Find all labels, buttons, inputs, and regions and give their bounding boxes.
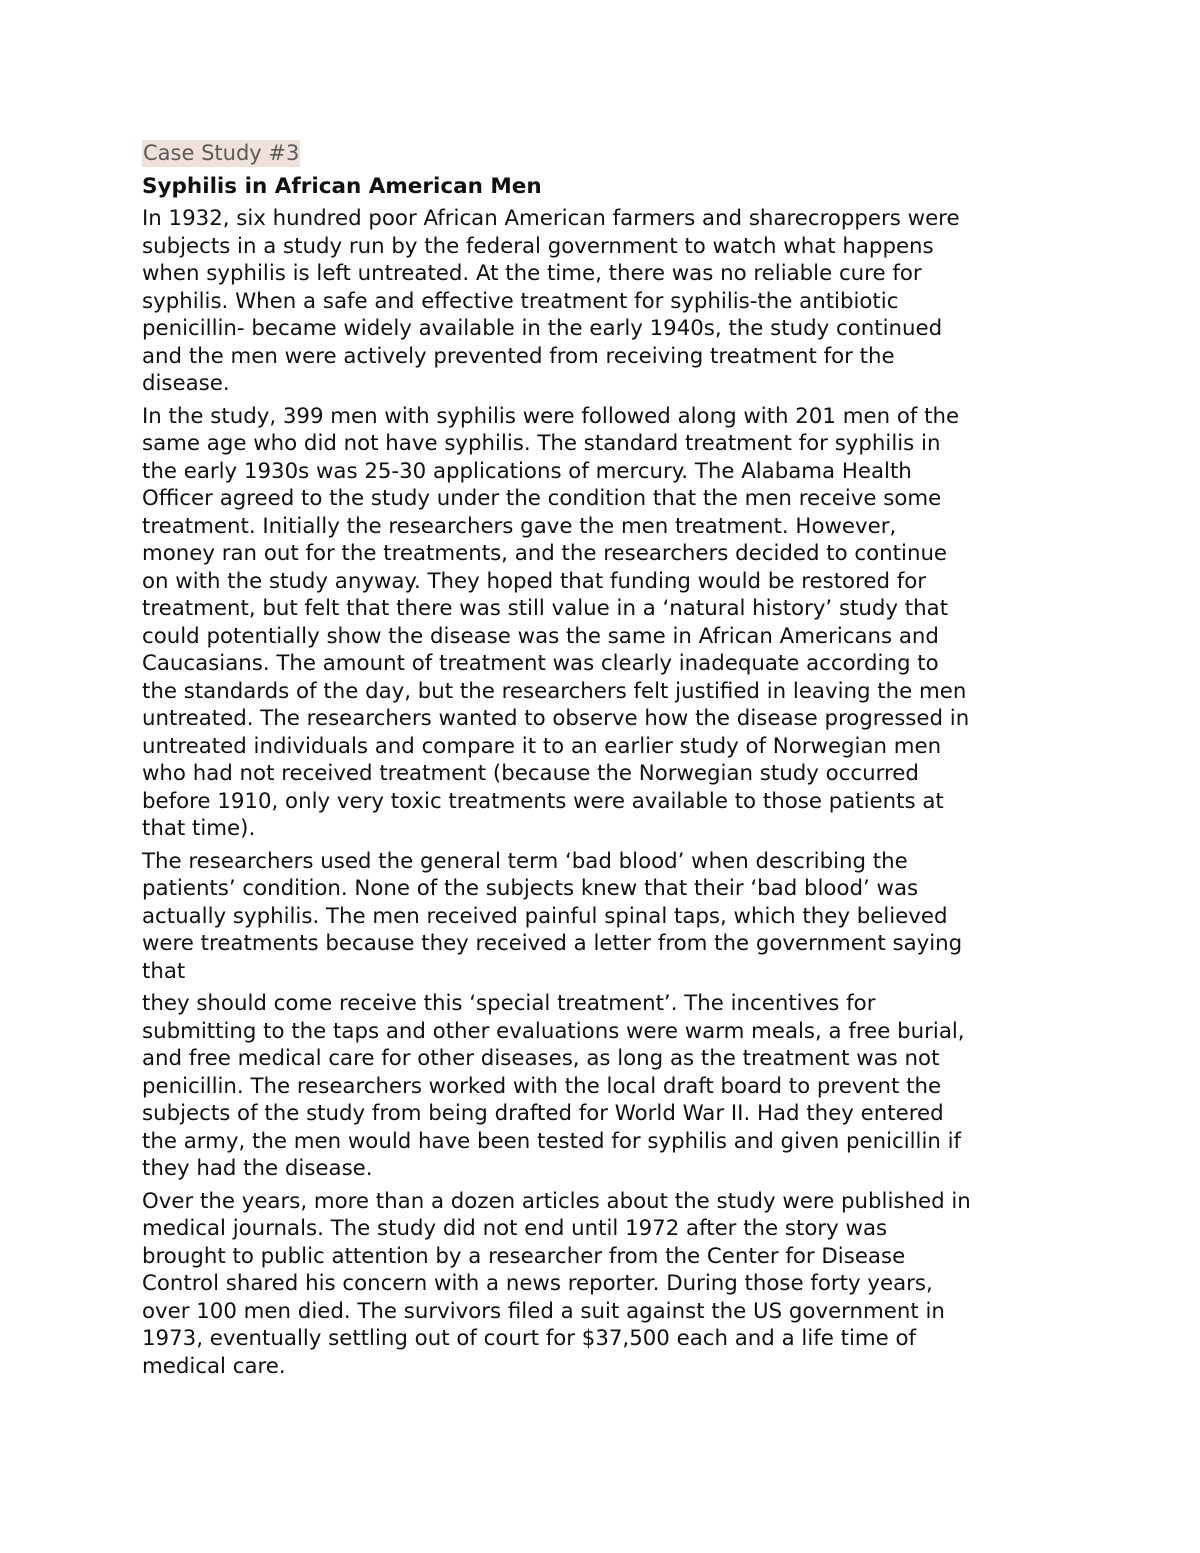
paragraph-study-details: In the study, 399 men with syphilis were followed along with 201 men of the same age who did not have syphilis. The standard treatment for syphilis in the early 1930s was 25-30 applications of mercury. The Alabama Health Officer agreed to the study under the condition that the men receive some treatment. Initially the researchers gave the men treatment. However, money ran out for the treatments, and the researchers decided to continue on with the study anyway. They hoped that funding would be restored for treatment, but felt that there was still value in a ‘natural history’ study that could potentially show the disease was the same in African Americans and Caucasians. The amount of treatment was clearly inadequate according to the standards of the day, but the researchers felt justified in leaving the men untreated. The researchers wanted to observe how the disease progressed in untreated individuals and compare it to an earlier study of Norwegian men who had not received treatment (because the Norwegian study occurred before 1910, only very toxic treatments were available to those patients at that time). bbox=[142, 403, 970, 841]
paragraph-incentives: they should come receive this ‘special treatment’. The incentives for submitting to the taps and other evaluations were warm meals, a free burial, and free medical care for other diseases, as long as the treatment was not penicillin. The researchers worked with the local draft board to prevent the subjects of the study from being drafted for World War II. Had they entered the army, the men would have been tested for syphilis and given penicillin if they had the disease. bbox=[142, 991, 965, 1181]
paragraph-aftermath: Over the years, more than a dozen articles about the study were published in medical journals. The study did not end until 1972 after the story was brought to public attention by a researcher from the Center for Disease Control shared his concern with a news reporter. During those forty years, over 100 men died. The survivors filed a suit against the US government in 1973, eventually settling out of court for $37,500 each and a life time of medical care. bbox=[142, 1188, 971, 1379]
document-title: Syphilis in African American Men bbox=[142, 174, 542, 199]
document-page bbox=[142, 140, 1082, 1385]
case-study-label: Case Study #3 bbox=[143, 141, 300, 165]
paragraph-intro: In 1932, six hundred poor African American farmers and sharecroppers were subjects in a study run by the federal government to watch what happens when syphilis is left untreated. At the time, there was no reliable cure for syphilis. When a safe and effective treatment for syphilis-the antibiotic penicillin- became widely available in the early 1940s, the study continued and the men were actively prevented from receiving treatment for the disease. bbox=[142, 206, 960, 396]
case-label-line bbox=[142, 140, 1082, 168]
paragraph-bad-blood: The researchers used the general term ‘bad blood’ when describing the patients’ condition. None of the subjects knew that their ‘bad blood’ was actually syphilis. The men received painful spinal taps, which they believed were treatments because they received a letter from the government saying that bbox=[142, 848, 963, 984]
